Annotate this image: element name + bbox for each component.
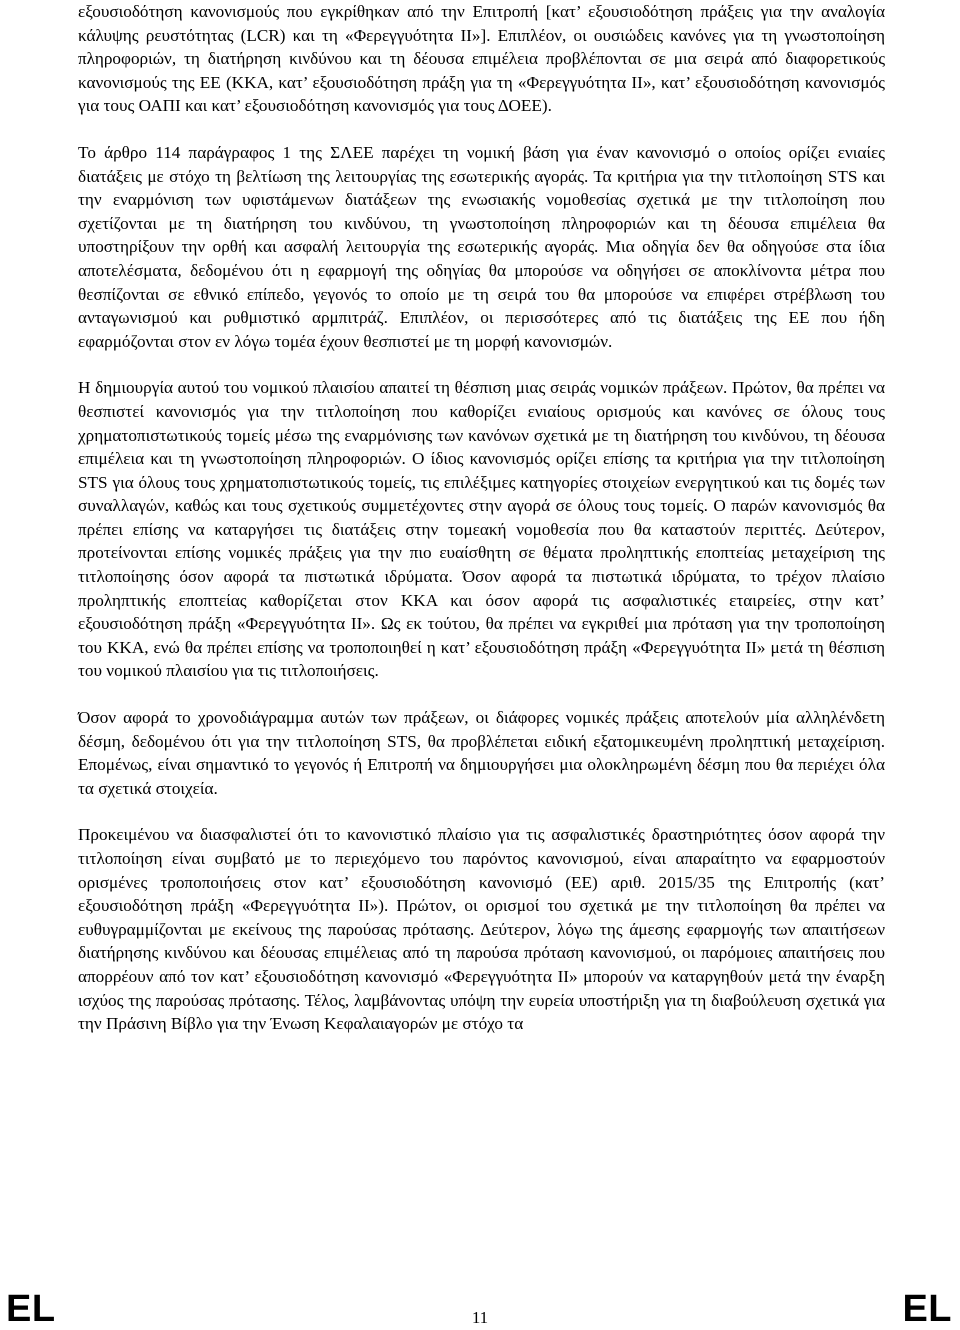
- paragraph-3: Η δημιουργία αυτού του νομικού πλαισίου απαιτεί τη θέσπιση μιας σειράς νομικών πράξεων. Πρώτον, θα πρέπει να θεσπιστεί κανονισμός για την τιτλοποίηση που καθορίζει ενιαίους ορισμούς και κανόνες σε όλους τους χρηματοπιστωτικούς τομείς μέσω της εναρμόνισης των κανόνων σχετικά με τη διατήρηση του κινδύνου, τη δέουσα επιμέλεια και τη γνωστοποίηση πληροφοριών. Ο ίδιος κανονισμός ορίζει επίσης τα κριτήρια για την τιτλοποίηση STS για όλους τους χρηματοπιστωτικούς τομείς, τις επιλέξιμες κατηγορίες στοιχείων ενεργητικού και τις δομές των συναλλαγών, καθώς και τους σχετικούς συμμετέχοντες στην αγορά σε όλους τους τομείς. Ο παρών κανονισμός θα πρέπει επίσης να καταργήσει τις διατάξεις στην τομεακή νομοθεσία που θα καταστούν περιττές. Δεύτερον, προτείνονται επίσης νομικές πράξεις για την πιο ευαίσθητη σε θέματα προληπτικής εποπτείας μεταχείριση της τιτλοποίησης όσον αφορά τα πιστωτικά ιδρύματα. Όσον αφορά τα πιστωτικά ιδρύματα, το τρέχον πλαίσιο προληπτικής εποπτείας καθορίζεται στον ΚΚΑ και όσον αφορά τις ασφαλιστικές εταιρείες, στην κατ’ εξουσιοδότηση πράξη «Φερεγγυότητα ΙΙ». Ως εκ τούτου, θα πρέπει να εγκριθεί μια πρόταση για την τροποποίηση του ΚΚΑ, ενώ θα πρέπει επίσης να τροποποιηθεί η κατ’ εξουσιοδότηση πράξη «Φερεγγυότητα ΙΙ» μετά τη θέσπιση του νομικού πλαισίου για τις τιτλοποιήσεις.: [78, 378, 885, 681]
- paragraph-5: Προκειμένου να διασφαλιστεί ότι το κανονιστικό πλαίσιο για τις ασφαλιστικές δραστηριότητες όσον αφορά την τιτλοποίηση είναι συμβατό με το περιεχόμενο του παρόντος κανονισμού, είναι απαραίτητο να εφαρμοστούν ορισμένες τροποποιήσεις στον κατ’ εξουσιοδότηση κανονισμό (ΕΕ) αριθ. 2015/35 της Επιτροπής (κατ’ εξουσιοδότηση πράξη «Φερεγγυότητα ΙΙ»). Πρώτον, οι ορισμοί του σχετικά με την τιτλοποίηση θα πρέπει να ευθυγραμμίζονται με εκείνους της παρούσας πρότασης. Δεύτερον, λόγω της άμεσης εφαρμογής των απαιτήσεων διατήρησης κινδύνου και δέουσας επιμέλειας από τη παρούσα πρόταση κανονισμού, οι παρόμοιες απαιτήσεις που απορρέουν από τον κατ’ εξουσιοδότηση κανονισμό «Φερεγγυότητα ΙΙ» μπορούν να καταργηθούν μετά την έναρξη ισχύος της παρούσας πρότασης. Τέλος, λαμβάνοντας υπόψη την ευρεία υποστήριξη για τη διαβούλευση σχετικά για την Πράσινη Βίβλο για την Ένωση Κεφαλαιαγορών με στόχο τα: [78, 825, 885, 1034]
- footer-language-right: EL: [902, 1288, 952, 1330]
- paragraph-2: Το άρθρο 114 παράγραφος 1 της ΣΛΕΕ παρέχει τη νομική βάση για έναν κανονισμό ο οποίος ορίζει ενιαίες διατάξεις με στόχο τη βελτίωση της λειτουργίας της εσωτερικής αγοράς. Τα κριτήρια για την τιτλοποίηση STS και την εναρμόνιση των υφιστάμενων διατάξεων της ενωσιακής νομοθεσίας σχετικά με την τιτλοποίηση που σχετίζονται με τη διατήρηση του κινδύνου, τη γνωστοποίηση πληροφοριών και τη δέουσα επιμέλεια θα υποστηρίξουν την ορθή και ασφαλή λειτουργία της εσωτερικής αγοράς. Μια οδηγία δεν θα οδηγούσε στα ίδια αποτελέσματα, δεδομένου ότι η εφαρμογή της οδηγίας θα μπορούσε να οδηγήσει σε αποκλίνοντα μέτρα που θεσπίζονται σε εθνικό επίπεδο, γεγονός το οποίο με τη σειρά του θα μπορούσε να επιφέρει στρέβλωση του ανταγωνισμού και ρυθμιστικό αρμπιτράζ. Επιπλέον, οι περισσότερες από τις διατάξεις της ΕΕ που ήδη εφαρμόζονται στον εν λόγω τομέα έχουν θεσπιστεί με τη μορφή κανονισμών.: [78, 142, 885, 351]
- paragraph-1: εξουσιοδότηση κανονισμούς που εγκρίθηκαν από την Επιτροπή [κατ’ εξουσιοδότηση πράξεις για την αναλογία κάλυψης ρευστότητας (LCR) και τη «Φερεγγυότητα ΙΙ»]. Επιπλέον, οι ουσιώδεις κανόνες για τη γνωστοποίηση πληροφοριών, τη διατήρηση κινδύνου και τη δέουσα επιμέλεια προβλέπονται σε μια σειρά από διαφορετικούς κανονισμούς της ΕΕ (ΚΚΑ, κατ’ εξουσιοδότηση πράξη για τη «Φερεγγυότητα ΙΙ», κατ’ εξουσιοδότηση κανονισμός για τους ΟΑΠΙ και κατ’ εξουσιοδότηση κανονισμός για τους ΔΟΕΕ).: [78, 2, 885, 116]
- paragraph-4: Όσον αφορά το χρονοδιάγραμμα αυτών των πράξεων, οι διάφορες νομικές πράξεις αποτελούν μία αλληλένδετη δέσμη, δεδομένου ότι για την τιτλοποίηση STS, θα προβλέπεται ειδική εξατομικευμένη προληπτική μεταχείριση. Επομένως, είναι σημαντικό το γεγονός ή Επιτροπή να δημιουργήσει μια ολοκληρωμένη δέσμη που θα περιέχει όλα τα σχετικά στοιχεία.: [78, 708, 885, 798]
- document-body: [78, 0, 885, 1036]
- page-number: 11: [471, 1308, 489, 1327]
- footer-language-left: EL: [6, 1288, 56, 1330]
